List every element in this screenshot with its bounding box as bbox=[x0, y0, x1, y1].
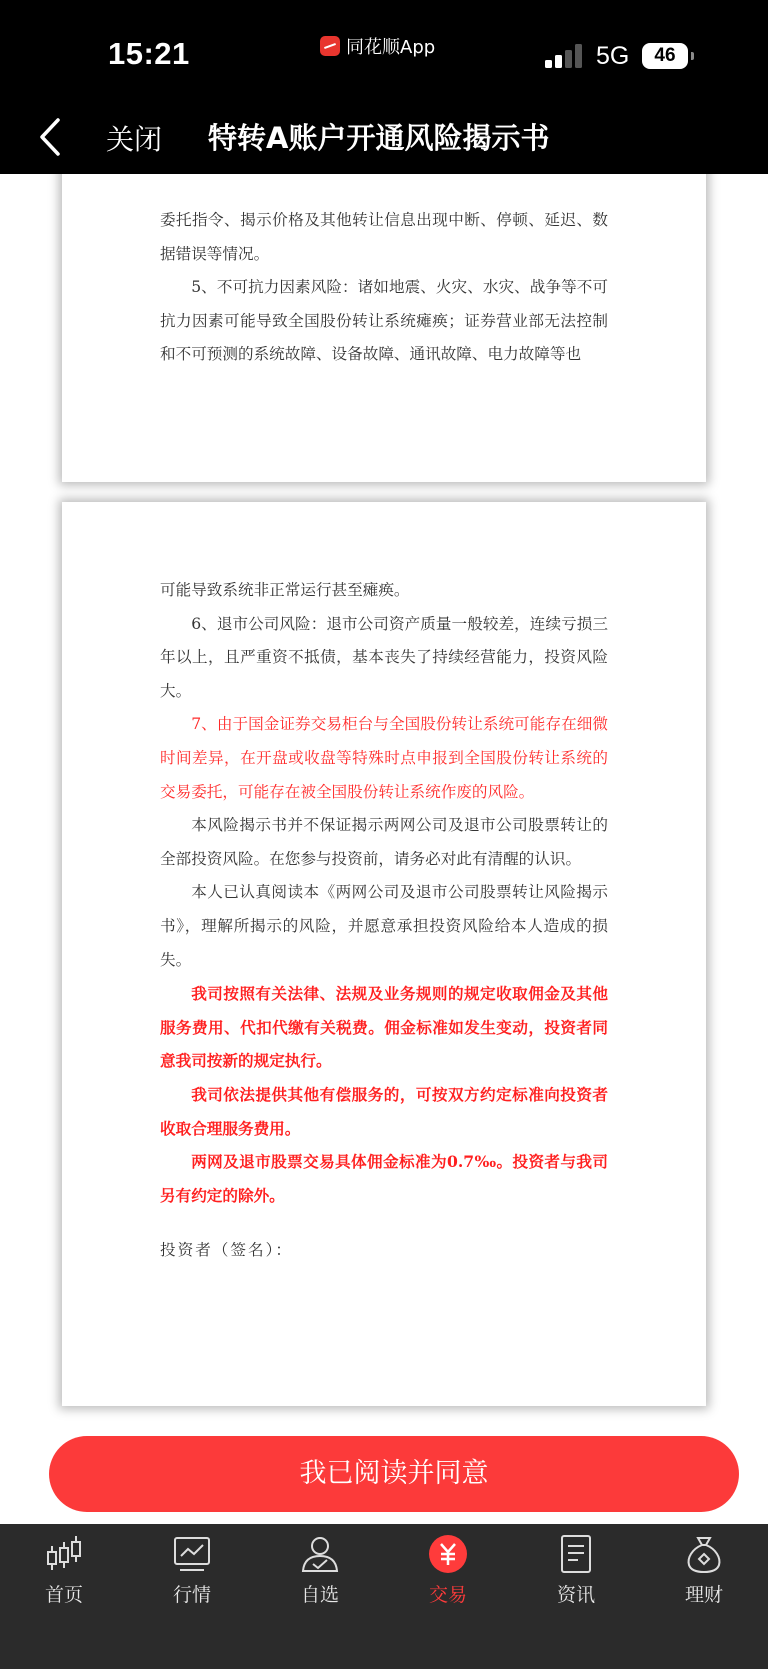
tab-label: 理财 bbox=[684, 1584, 723, 1606]
tab-news[interactable] bbox=[512, 1534, 640, 1624]
money-bag-icon bbox=[684, 1534, 724, 1574]
signal-icon bbox=[545, 44, 585, 68]
document-viewer[interactable] bbox=[0, 174, 768, 1436]
status-time: 15:21 bbox=[108, 36, 190, 71]
paragraph: 可能导致系统非正常运行甚至瘫痪。 bbox=[160, 581, 410, 599]
document-page bbox=[62, 502, 706, 1406]
tab-label: 行情 bbox=[172, 1584, 211, 1606]
tab-home[interactable] bbox=[0, 1534, 128, 1624]
paragraph-commission-rate: 两网及退市股票交易具体佣金标准为0.7‰。投资者与我司另有约定的除外。 bbox=[160, 1152, 608, 1205]
top-bar bbox=[0, 0, 768, 174]
source-app-indicator[interactable] bbox=[320, 32, 435, 60]
tab-watchlist[interactable] bbox=[256, 1534, 384, 1624]
bottom-tab-bar bbox=[0, 1524, 768, 1669]
battery-icon: 46 bbox=[642, 43, 688, 69]
tab-wealth[interactable] bbox=[640, 1534, 768, 1624]
page-text bbox=[160, 204, 608, 372]
paragraph-time-difference-risk: 7、由于国金证券交易柜台与全国股份转让系统可能存在细微时间差异，在开盘或收盘等特殊时点申报到全国股份转让系统的交易委托，可能存在被全国股份转让系统作废的风险。 bbox=[160, 715, 608, 801]
close-button[interactable]: 关闭 bbox=[106, 123, 163, 156]
tab-market[interactable] bbox=[128, 1534, 256, 1624]
tab-trade[interactable] bbox=[384, 1534, 512, 1624]
paragraph-service-fee: 我司依法提供其他有偿服务的，可按双方约定标准向投资者收取合理服务费用。 bbox=[160, 1084, 608, 1138]
signature-line: 投资者（签名）： bbox=[160, 1241, 293, 1260]
back-arrow-icon[interactable] bbox=[30, 112, 70, 162]
page-text bbox=[160, 574, 608, 1268]
page-title: 特转A账户开通风险揭示书 bbox=[208, 121, 550, 155]
paragraph: 委托指令、揭示价格及其他转让信息出现中断、停顿、延迟、数据错误等情况。 bbox=[160, 211, 608, 263]
document-icon bbox=[556, 1534, 596, 1574]
app-logo-icon bbox=[320, 36, 340, 56]
document-page bbox=[62, 174, 706, 482]
source-app-label: 同花顺App bbox=[346, 37, 436, 58]
user-check-icon bbox=[300, 1534, 340, 1574]
yuan-icon bbox=[428, 1534, 468, 1574]
paragraph-force-majeure: 5、不可抗力因素风险：诸如地震、火灾、水灾、战争等不可抗力因素可能导致全国股份转让系统瘫痪；证券营业部无法控制和不可预测的系统故障、设备故障、通讯故障、电力故障等也 bbox=[160, 278, 608, 364]
paragraph-disclaimer: 本风险揭示书并不保证揭示两网公司及退市公司股票转让的全部投资风险。在您参与投资前，请务必对此有清醒的认识。 bbox=[160, 816, 608, 868]
tab-label: 交易 bbox=[428, 1584, 467, 1606]
paragraph-delisting-risk: 6、退市公司风险：退市公司资产质量一般较差，连续亏损三年以上，且严重资不抵债，基本丧失了持续经营能力，投资风险大。 bbox=[160, 614, 608, 700]
tab-label: 自选 bbox=[300, 1584, 339, 1606]
tab-label: 首页 bbox=[44, 1584, 83, 1606]
paragraph-fee-policy: 我司按照有关法律、法规及业务规则的规定收取佣金及其他服务费用、代扣代缴有关税费。佣金标准如发生变动，投资者同意我司按新的规定执行。 bbox=[160, 984, 608, 1071]
tab-label: 资讯 bbox=[556, 1584, 595, 1606]
agree-button[interactable]: 我已阅读并同意 bbox=[49, 1436, 739, 1512]
paragraph-acknowledgement: 本人已认真阅读本《两网公司及退市公司股票转让风险揭示书》，理解所揭示的风险，并愿意承担投资风险给本人造成的损失。 bbox=[160, 883, 608, 969]
candlestick-icon bbox=[44, 1534, 84, 1574]
chart-icon bbox=[172, 1534, 212, 1574]
network-type: 5G bbox=[596, 42, 630, 70]
